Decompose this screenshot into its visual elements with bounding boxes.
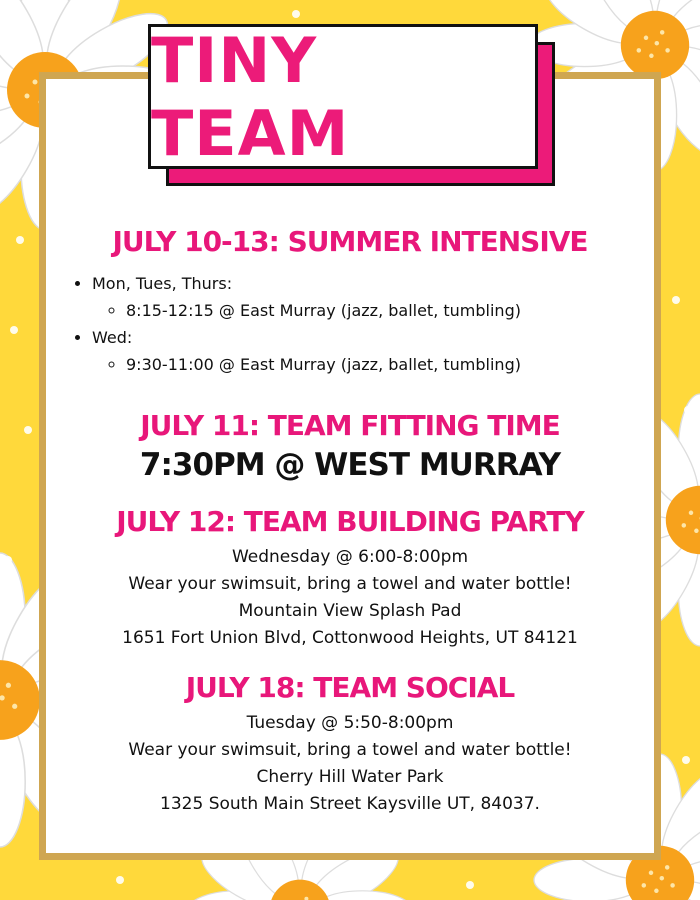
info-line: 1325 South Main Street Kaysville UT, 84037. bbox=[160, 794, 540, 814]
schedule-list bbox=[46, 270, 654, 378]
list-item bbox=[92, 324, 654, 378]
info-line: Wednesday @ 6:00-8:00pm bbox=[231, 547, 469, 567]
list-item bbox=[92, 270, 654, 324]
team-building-details bbox=[46, 544, 654, 652]
info-line: Wear your swimsuit, bring a towel and water bottle! bbox=[128, 574, 572, 594]
page-title: TINY TEAM bbox=[151, 23, 350, 170]
info-line: Wear your swimsuit, bring a towel and water bottle! bbox=[128, 740, 572, 760]
info-line: Cherry Hill Water Park bbox=[256, 767, 444, 787]
schedule-detail: 9:30-11:00 @ East Murray (jazz, ballet, tumbling) bbox=[126, 355, 521, 374]
schedule-content bbox=[46, 222, 654, 818]
list-item bbox=[126, 351, 654, 378]
title-box bbox=[148, 24, 538, 169]
list-item bbox=[126, 297, 654, 324]
fitting-time-location: 7:30PM @ WEST MURRAY bbox=[139, 447, 561, 483]
info-line: Tuesday @ 5:50-8:00pm bbox=[246, 713, 454, 733]
schedule-day: Wed: bbox=[92, 328, 133, 347]
team-social-details bbox=[46, 710, 654, 818]
info-line: Mountain View Splash Pad bbox=[238, 601, 462, 621]
section-heading-team-social: JULY 18: TEAM SOCIAL bbox=[185, 671, 515, 704]
section-heading-summer-intensive: JULY 10-13: SUMMER INTENSIVE bbox=[112, 225, 588, 258]
section-heading-team-building: JULY 12: TEAM BUILDING PARTY bbox=[116, 505, 584, 538]
section-heading-team-fitting: JULY 11: TEAM FITTING TIME bbox=[140, 409, 560, 442]
schedule-detail: 8:15-12:15 @ East Murray (jazz, ballet, tumbling) bbox=[126, 301, 521, 320]
schedule-day: Mon, Tues, Thurs: bbox=[92, 274, 233, 293]
info-line: 1651 Fort Union Blvd, Cottonwood Heights, UT 84121 bbox=[122, 628, 578, 648]
